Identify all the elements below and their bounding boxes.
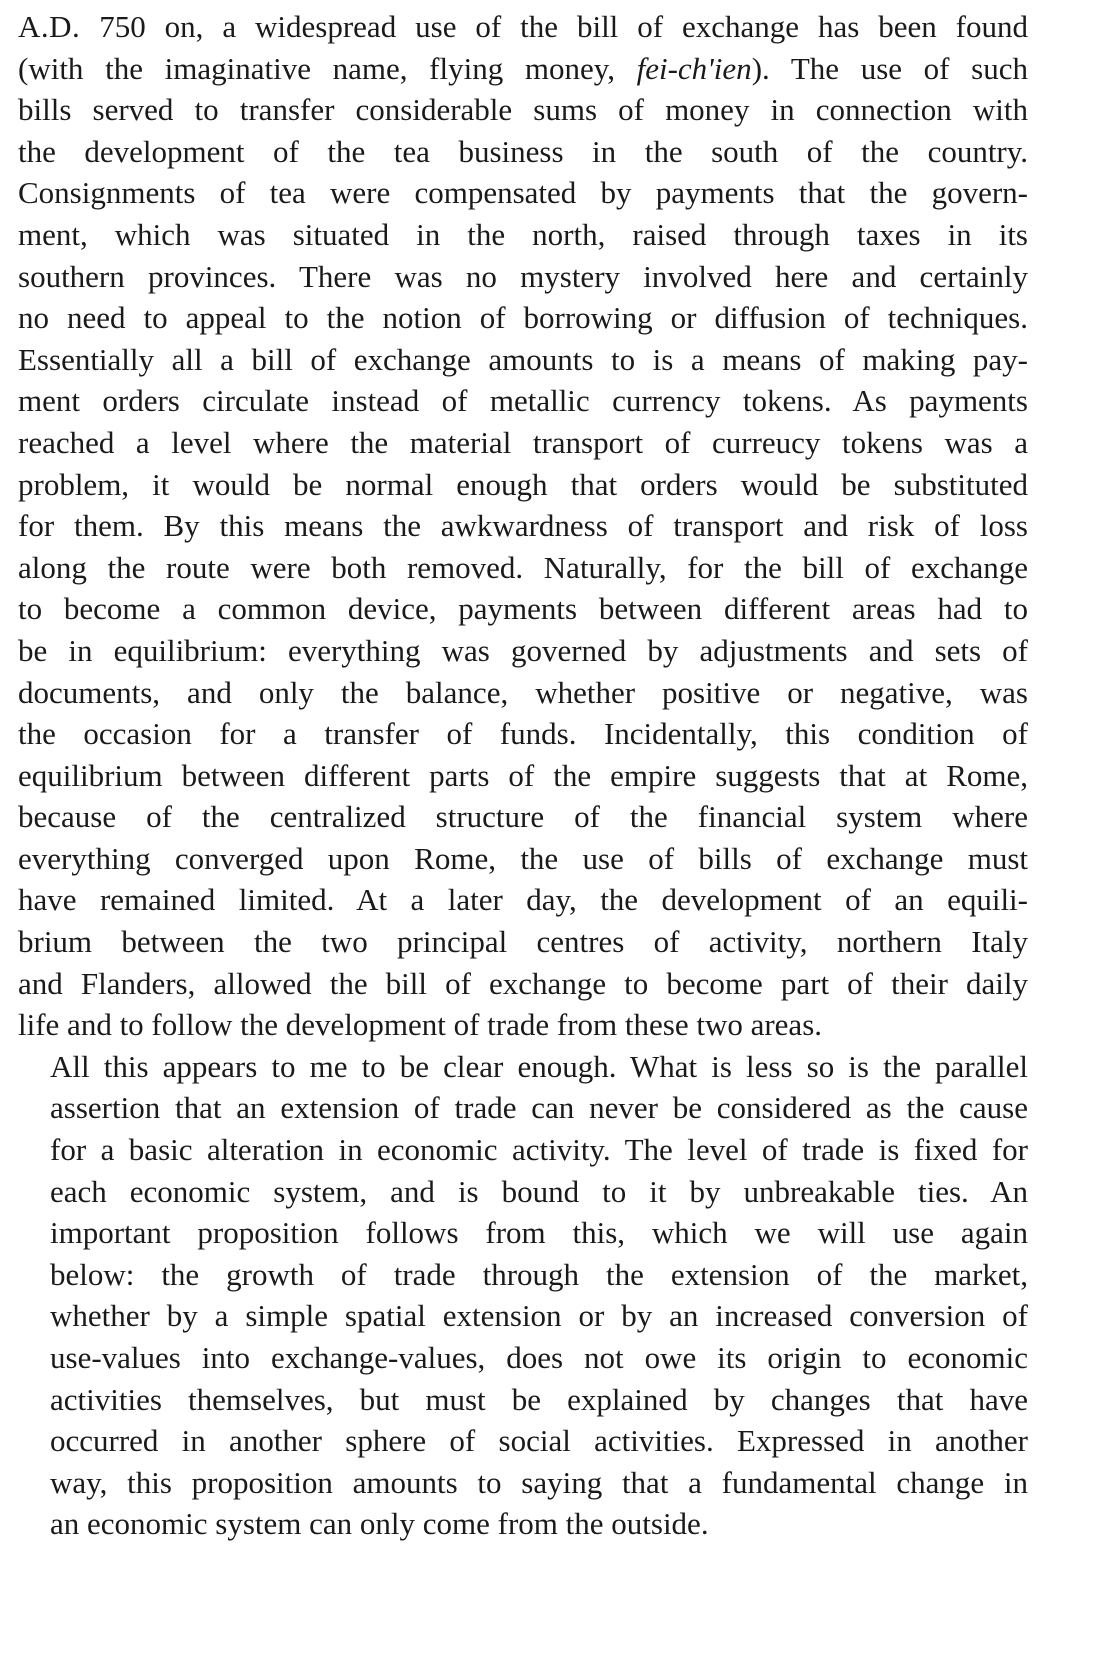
text-segment: below: the growth of trade through the extension of the market,: [50, 1256, 1028, 1292]
italic-term: fei-ch'ien: [636, 50, 752, 86]
text-segment: ment, which was situated in the north, raised through taxes in its: [18, 216, 1028, 252]
text-segment: All this appears to me to be clear enough. What is less so is the parallel: [50, 1048, 1028, 1084]
text-segment: 750 on, a widespread use of the bill of exchange has been found: [80, 9, 1028, 44]
text-line: [18, 380, 1028, 422]
text-line: [18, 547, 1028, 589]
text-line: [18, 963, 1028, 1005]
text-line: [18, 1295, 1028, 1337]
text-line: [18, 1212, 1028, 1254]
text-segment: Essentially all a bill of exchange amounts to is a means of making pay-: [18, 341, 1028, 377]
text-line: [18, 1129, 1028, 1171]
text-line: [18, 464, 1028, 506]
text-line: [18, 1337, 1028, 1379]
text-line: [18, 1462, 1028, 1504]
text-segment: reached a level where the material transport of curreucy tokens was a: [18, 424, 1028, 460]
era-abbreviation: A.D.: [18, 9, 81, 44]
text-segment: (with the imaginative name, flying money,: [18, 50, 637, 86]
text-segment: because of the centralized structure of the financial system where: [18, 799, 1028, 835]
text-line: [18, 48, 1028, 90]
text-segment: ). The use of such: [751, 50, 1028, 86]
text-segment: everything converged upon Rome, the use of bills of exchange must: [18, 840, 1028, 876]
text-line: [18, 339, 1028, 381]
text-segment: assertion that an extension of trade can never be considered as the cause: [50, 1090, 1028, 1126]
text-segment: life and to follow the development of trade from these two areas.: [18, 1007, 823, 1043]
body-paragraph: [18, 6, 1028, 1046]
text-segment: for them. By this means the awkwardness of transport and risk of loss: [18, 508, 1028, 544]
text-segment: an economic system can only come from the outside.: [50, 1506, 709, 1542]
text-line: [18, 838, 1028, 880]
text-segment: whether by a simple spatial extension or by an increased conversion of: [50, 1298, 1028, 1334]
text-segment: southern provinces. There was no mystery involved here and certainly: [18, 258, 1028, 294]
text-line: [18, 1379, 1028, 1421]
text-segment: occurred in another sphere of social activities. Expressed in another: [50, 1423, 1028, 1459]
text-line: [18, 1254, 1028, 1296]
text-line: [18, 630, 1028, 672]
text-line: [18, 6, 1028, 48]
text-segment: be in equilibrium: everything was governed by adjustments and sets of: [18, 632, 1028, 668]
text-line: [18, 1004, 1028, 1046]
text-line: [18, 214, 1028, 256]
text-line: [18, 1171, 1028, 1213]
text-segment: activities themselves, but must be explained by changes that have: [50, 1381, 1028, 1417]
text-segment: each economic system, and is bound to it by unbreakable ties. An: [50, 1173, 1028, 1209]
text-line: [18, 505, 1028, 547]
text-segment: for a basic alteration in economic activity. The level of trade is fixed for: [50, 1132, 1028, 1168]
text-line: [18, 672, 1028, 714]
text-line: [18, 796, 1028, 838]
text-line: [18, 297, 1028, 339]
text-line: [18, 1420, 1028, 1462]
text-segment: important proposition follows from this, which we will use again: [50, 1215, 1028, 1251]
text-line: [18, 1503, 1028, 1545]
text-segment: Consignments of tea were compensated by payments that the govern-: [18, 175, 1028, 211]
text-segment: problem, it would be normal enough that orders would be substituted: [18, 466, 1028, 502]
text-segment: along the route were both removed. Naturally, for the bill of exchange: [18, 549, 1028, 585]
text-line: [18, 131, 1028, 173]
text-segment: way, this proposition amounts to saying that a fundamental change in: [50, 1464, 1028, 1500]
text-line: [18, 921, 1028, 963]
text-segment: use-values into exchange-values, does not owe its origin to economic: [50, 1340, 1028, 1375]
text-line: [18, 422, 1028, 464]
text-segment: bills served to transfer considerable sums of money in connection with: [18, 92, 1028, 128]
text-line: [18, 89, 1028, 131]
text-segment: the occasion for a transfer of funds. Incidentally, this condition of: [18, 716, 1028, 752]
text-line: [18, 256, 1028, 298]
text-segment: equilibrium between different parts of the empire suggests that at Rome,: [18, 757, 1028, 793]
text-line: [18, 879, 1028, 921]
text-line: [18, 588, 1028, 630]
text-segment: ment orders circulate instead of metallic currency tokens. As payments: [18, 383, 1028, 419]
text-line: [18, 172, 1028, 214]
text-segment: documents, and only the balance, whether positive or negative, was: [18, 674, 1028, 710]
text-line: [18, 1087, 1028, 1129]
text-segment: no need to appeal to the notion of borrowing or diffusion of techniques.: [18, 300, 1028, 336]
text-segment: and Flanders, allowed the bill of exchange to become part of their daily: [18, 965, 1028, 1001]
text-segment: the development of the tea business in the south of the country.: [18, 133, 1028, 169]
body-paragraph: [18, 1046, 1028, 1545]
text-segment: have remained limited. At a later day, the development of an equili-: [18, 882, 1028, 918]
text-segment: brium between the two principal centres of activity, northern Italy: [18, 924, 1028, 960]
text-segment: to become a common device, payments between different areas had to: [18, 591, 1028, 627]
document-page: [18, 6, 1028, 1545]
text-line: [18, 713, 1028, 755]
text-line: [18, 755, 1028, 797]
text-line: [18, 1046, 1028, 1088]
